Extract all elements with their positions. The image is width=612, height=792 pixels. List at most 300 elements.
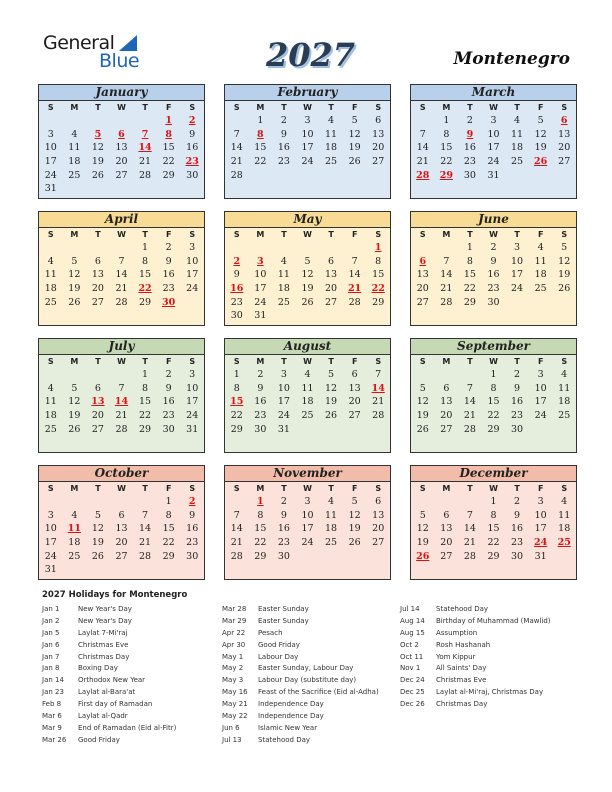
day: 15 (254, 523, 267, 535)
day: 28 (115, 423, 128, 435)
day: 25 (44, 423, 57, 435)
day: 30 (230, 310, 243, 322)
weekday-label: S (561, 357, 568, 366)
day: 2 (165, 242, 172, 253)
day: 7 (118, 255, 125, 267)
weekday-header (225, 355, 390, 368)
day: 29 (162, 169, 175, 181)
holiday-row (42, 735, 176, 747)
day: 11 (534, 255, 547, 267)
weekday-label: F (351, 357, 358, 366)
day: 11 (558, 509, 571, 521)
day: 29 (254, 550, 267, 562)
empty-day (110, 241, 134, 255)
day: 13 (440, 523, 453, 535)
holiday-name: Statehood Day (436, 605, 489, 613)
day: 12 (91, 523, 104, 535)
day: 30 (487, 296, 500, 308)
day: 22 (139, 410, 152, 422)
holiday-row (400, 675, 551, 687)
day: 17 (254, 283, 267, 295)
day: 22 (254, 537, 267, 549)
holiday-date: May 2 (222, 664, 244, 673)
weekday-label: W (117, 357, 126, 366)
holiday-row (222, 616, 379, 628)
holiday-date: Dec 25 (400, 688, 425, 697)
day: 13 (558, 128, 571, 140)
day: 21 (372, 396, 385, 408)
month-december (410, 465, 577, 580)
weekday-label: S (47, 357, 54, 366)
day: 7 (466, 509, 473, 521)
day: 3 (47, 128, 54, 140)
day: 14 (139, 523, 152, 535)
holiday-date: Apr 22 (222, 628, 246, 637)
day: 23 (162, 283, 175, 295)
day: 18 (277, 283, 290, 295)
day: 21 (230, 156, 243, 168)
day: 3 (537, 496, 544, 507)
day: 16 (511, 396, 524, 408)
day: 15 (139, 269, 152, 281)
weekday-header (39, 482, 204, 495)
day: 15 (162, 142, 175, 154)
month-may (224, 211, 391, 326)
day: 12 (348, 509, 361, 521)
day: 16 (186, 142, 199, 154)
holiday-row (400, 652, 551, 664)
weekday-label: W (117, 230, 126, 239)
day: 15 (139, 396, 152, 408)
day: 16 (162, 269, 175, 281)
holiday-date: Dec 26 (400, 700, 425, 709)
day: 16 (254, 396, 267, 408)
day: 22 (162, 537, 175, 549)
holiday-name: Independence Day (258, 712, 324, 721)
day: 9 (490, 255, 497, 267)
holiday-date: May 1 (222, 652, 244, 661)
day: 10 (511, 255, 524, 267)
empty-day (411, 241, 435, 255)
weekday-label: T (281, 484, 287, 493)
day: 31 (534, 550, 547, 562)
day: 8 (165, 509, 172, 521)
day: 7 (443, 255, 450, 267)
day: 10 (301, 128, 314, 140)
holiday-day: 2 (233, 255, 241, 267)
day: 12 (558, 255, 571, 267)
weekday-label: S (375, 230, 382, 239)
weekday-label: T (142, 230, 148, 239)
day: 7 (466, 382, 473, 394)
month-title: November (225, 466, 390, 482)
day: 10 (44, 523, 57, 535)
day: 12 (325, 382, 338, 394)
day: 13 (348, 382, 361, 394)
day: 11 (325, 509, 338, 521)
day: 10 (487, 128, 500, 140)
day: 22 (463, 283, 476, 295)
weekday-label: T (281, 103, 287, 112)
day: 31 (44, 183, 57, 195)
day: 5 (304, 255, 311, 267)
month-title: August (225, 339, 390, 355)
day: 4 (561, 496, 568, 507)
holiday-row (42, 616, 176, 628)
weekday-label: M (70, 103, 79, 112)
holiday-name: Islamic New Year (258, 723, 318, 732)
day: 22 (162, 156, 175, 168)
day: 11 (558, 382, 571, 394)
day: 30 (463, 169, 476, 181)
weekday-label: T (95, 230, 101, 239)
day: 5 (419, 509, 426, 521)
day: 7 (419, 128, 426, 140)
holiday-row (400, 699, 551, 711)
holiday-row (400, 628, 551, 640)
month-august (224, 338, 391, 453)
day: 11 (511, 128, 524, 140)
day: 18 (558, 523, 571, 535)
holiday-name: Christmas Day (78, 652, 130, 661)
day: 16 (186, 523, 199, 535)
empty-day (411, 368, 435, 382)
day: 1 (466, 242, 473, 253)
day: 23 (230, 296, 243, 308)
day: 20 (91, 410, 104, 422)
holiday-row (222, 699, 379, 711)
day: 25 (44, 296, 57, 308)
holiday-day: 22 (371, 283, 385, 295)
holiday-day: 23 (185, 156, 199, 168)
weekday-label: W (303, 103, 312, 112)
weekday-label: S (375, 484, 382, 493)
day: 17 (487, 142, 500, 154)
weekday-label: M (442, 230, 451, 239)
day: 22 (440, 156, 453, 168)
weekday-label: T (467, 103, 473, 112)
month-title: October (39, 466, 204, 482)
day: 19 (416, 410, 429, 422)
day: 23 (186, 537, 199, 549)
day: 8 (142, 255, 149, 267)
empty-day (63, 114, 87, 128)
day: 3 (189, 242, 196, 253)
day: 27 (91, 296, 104, 308)
day: 9 (257, 382, 264, 394)
day: 17 (44, 537, 57, 549)
empty-day (249, 241, 273, 255)
holiday-day: 5 (94, 128, 102, 140)
day: 29 (139, 423, 152, 435)
day: 27 (558, 156, 571, 168)
holiday-row (222, 675, 379, 687)
weekday-label: M (70, 357, 79, 366)
day: 11 (44, 269, 57, 281)
day: 2 (257, 369, 264, 380)
empty-day (319, 241, 343, 255)
day: 20 (372, 523, 385, 535)
empty-day (86, 114, 110, 128)
holiday-name: Easter Sunday (258, 605, 309, 613)
day: 13 (115, 142, 128, 154)
weekday-header (411, 355, 576, 368)
weekday-label: T (142, 103, 148, 112)
day: 26 (91, 169, 104, 181)
day: 9 (280, 128, 287, 140)
holiday-day: 29 (439, 169, 453, 181)
logo-triangle-icon (119, 35, 137, 51)
day: 11 (277, 269, 290, 281)
day: 1 (257, 115, 264, 126)
day: 23 (277, 537, 290, 549)
day: 27 (115, 550, 128, 562)
day: 3 (189, 369, 196, 380)
day: 21 (463, 537, 476, 549)
day: 5 (94, 509, 101, 521)
holiday-date: Aug 14 (400, 616, 425, 625)
day: 13 (325, 269, 338, 281)
day: 30 (186, 169, 199, 181)
holiday-day: 6 (118, 128, 125, 140)
weekday-header (39, 355, 204, 368)
day: 4 (328, 115, 335, 126)
day: 21 (115, 410, 128, 422)
day: 25 (68, 169, 81, 181)
holiday-date: May 3 (222, 676, 244, 685)
weekday-label: S (375, 103, 382, 112)
holiday-day: 15 (230, 396, 244, 408)
day: 21 (463, 410, 476, 422)
empty-day (86, 368, 110, 382)
holiday-day: 13 (91, 396, 105, 408)
weekday-label: W (117, 103, 126, 112)
day: 23 (463, 156, 476, 168)
empty-day (435, 495, 459, 509)
day: 1 (490, 369, 497, 380)
day: 20 (416, 283, 429, 295)
day: 7 (233, 128, 240, 140)
day: 5 (419, 382, 426, 394)
day: 20 (440, 537, 453, 549)
month-title: April (39, 212, 204, 228)
holiday-day: 2 (188, 115, 196, 126)
day: 31 (44, 564, 57, 576)
day: 26 (416, 423, 429, 435)
weekday-label: F (165, 484, 172, 493)
day: 19 (68, 410, 81, 422)
weekday-label: M (256, 230, 265, 239)
day: 20 (115, 156, 128, 168)
holiday-name: Independence Day (258, 700, 324, 709)
day: 19 (534, 142, 547, 154)
day: 18 (325, 523, 338, 535)
weekday-label: T (467, 357, 473, 366)
day: 17 (277, 396, 290, 408)
day: 4 (71, 509, 78, 521)
month-title: February (225, 85, 390, 101)
holiday-day: 1 (374, 242, 382, 253)
holiday-name: Laylat al-Qadr (78, 712, 128, 721)
day: 14 (463, 523, 476, 535)
day: 7 (233, 509, 240, 521)
day: 26 (348, 156, 361, 168)
weekday-header (225, 482, 390, 495)
day: 10 (277, 382, 290, 394)
holiday-date: Oct 11 (400, 652, 424, 661)
weekday-label: M (442, 357, 451, 366)
holiday-row (222, 663, 379, 675)
year-title: 2027 (266, 36, 356, 74)
day: 19 (558, 269, 571, 281)
holiday-name: Boxing Day (78, 664, 118, 673)
weekday-label: S (189, 230, 196, 239)
weekday-label: T (142, 357, 148, 366)
day: 11 (68, 142, 81, 154)
day: 31 (254, 310, 267, 322)
day: 28 (115, 296, 128, 308)
holiday-name: Orthodox New Year (78, 676, 146, 685)
day: 9 (165, 255, 172, 267)
weekday-label: S (561, 230, 568, 239)
holiday-row (42, 604, 176, 616)
empty-day (435, 241, 459, 255)
weekday-header (411, 228, 576, 241)
day: 14 (463, 396, 476, 408)
day: 4 (71, 128, 78, 140)
day: 2 (514, 496, 521, 507)
day: 6 (375, 496, 382, 507)
holidays-section (42, 590, 582, 744)
holiday-row (42, 675, 176, 687)
day: 18 (68, 156, 81, 168)
day: 30 (511, 550, 524, 562)
empty-day (39, 114, 63, 128)
day: 21 (416, 156, 429, 168)
holiday-date: Dec 24 (400, 676, 425, 685)
weekday-label: S (233, 230, 240, 239)
holiday-name: End of Ramadan (Eid al-Fitr) (78, 723, 177, 732)
weekday-header (225, 101, 390, 114)
day: 17 (301, 523, 314, 535)
day: 24 (44, 169, 57, 181)
weekday-label: F (537, 484, 544, 493)
holiday-date: Jan 14 (42, 676, 64, 685)
empty-day (133, 114, 157, 128)
day: 11 (44, 396, 57, 408)
day: 31 (186, 423, 199, 435)
holiday-day: 1 (165, 115, 172, 126)
holiday-row (222, 723, 379, 735)
day: 18 (325, 142, 338, 154)
weekday-label: W (489, 230, 498, 239)
day: 28 (440, 296, 453, 308)
holiday-name: Labour Day (258, 652, 299, 661)
day: 21 (230, 537, 243, 549)
holiday-name: Laylat al-Mi'raj, Christmas Day (436, 688, 544, 697)
empty-day (343, 241, 367, 255)
holiday-name: Christmas Eve (436, 676, 487, 685)
month-title: May (225, 212, 390, 228)
weekday-label: T (281, 230, 287, 239)
holiday-day: 25 (557, 537, 571, 549)
day: 4 (561, 369, 568, 380)
empty-day (272, 241, 296, 255)
logo-text-blue: Blue (99, 50, 140, 72)
day: 21 (139, 156, 152, 168)
day: 16 (277, 523, 290, 535)
day: 31 (277, 423, 290, 435)
holiday-date: Mar 29 (222, 616, 247, 625)
day: 28 (372, 410, 385, 422)
holiday-row (42, 628, 176, 640)
day: 12 (416, 523, 429, 535)
weekday-label: S (233, 103, 240, 112)
weekday-label: T (514, 484, 520, 493)
day: 22 (487, 537, 500, 549)
day: 13 (115, 523, 128, 535)
day: 25 (301, 410, 314, 422)
day: 26 (68, 423, 81, 435)
weekday-label: S (47, 484, 54, 493)
holiday-row (400, 663, 551, 675)
holiday-day: 14 (138, 142, 152, 154)
day: 24 (534, 410, 547, 422)
day: 19 (325, 396, 338, 408)
day: 14 (230, 523, 243, 535)
day: 6 (351, 369, 358, 380)
day: 4 (328, 496, 335, 507)
day: 3 (490, 115, 497, 126)
day-grid (39, 114, 204, 196)
weekday-label: T (328, 230, 334, 239)
holiday-day: 28 (416, 169, 430, 181)
day: 28 (463, 550, 476, 562)
day: 27 (325, 296, 338, 308)
day: 12 (416, 396, 429, 408)
day: 8 (490, 509, 497, 521)
day: 18 (44, 283, 57, 295)
empty-day (63, 495, 87, 509)
day: 2 (490, 242, 497, 253)
holiday-name: Birthday of Muhammad (Mawlid) (436, 616, 551, 625)
day: 11 (301, 382, 314, 394)
empty-day (296, 241, 320, 255)
month-title: December (411, 466, 576, 482)
holiday-day: 26 (416, 550, 430, 562)
holiday-row (222, 652, 379, 664)
holiday-row (400, 687, 551, 699)
day: 14 (115, 269, 128, 281)
holiday-column (42, 604, 176, 747)
holiday-name: New Year's Day (78, 605, 132, 613)
day: 20 (372, 142, 385, 154)
weekday-label: S (233, 357, 240, 366)
day: 25 (511, 156, 524, 168)
day: 14 (416, 142, 429, 154)
day: 3 (514, 242, 521, 253)
weekday-label: T (95, 103, 101, 112)
day: 29 (463, 296, 476, 308)
holiday-date: Jan 6 (42, 640, 60, 649)
day: 26 (558, 283, 571, 295)
day: 2 (514, 369, 521, 380)
day: 15 (487, 523, 500, 535)
day: 7 (142, 509, 149, 521)
holiday-date: May 21 (222, 700, 248, 709)
day: 12 (91, 142, 104, 154)
day: 2 (280, 115, 287, 126)
